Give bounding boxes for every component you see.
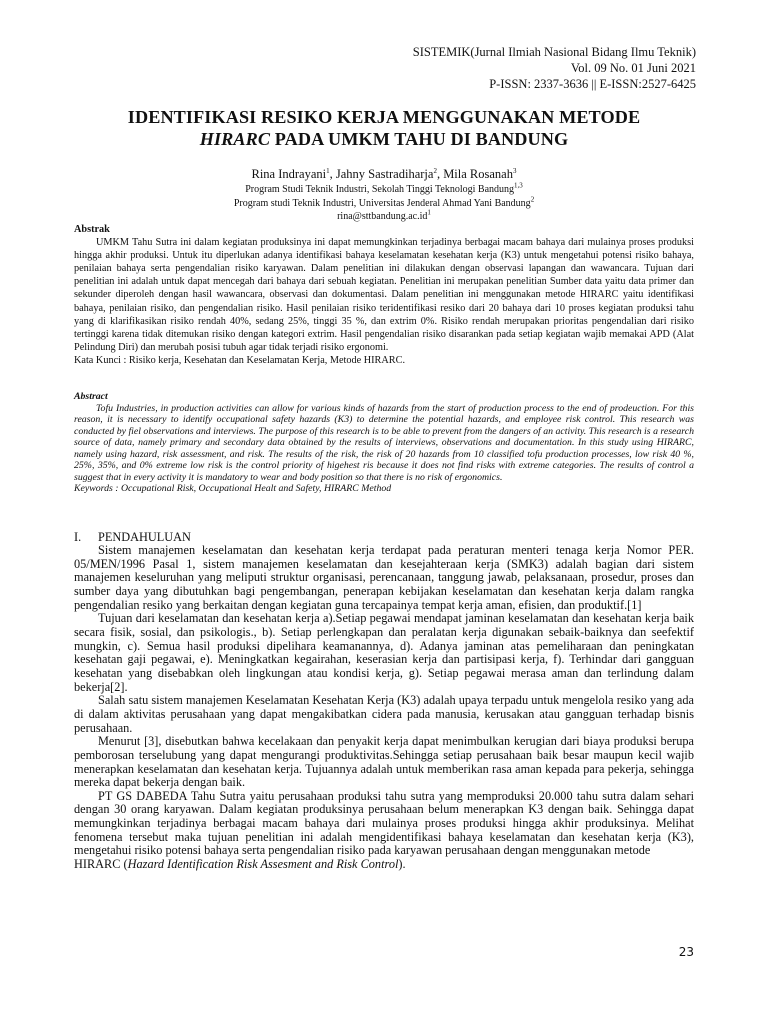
affiliation-text: Program studi Teknik Industri, Universitas Jenderal Ahmad Yani Bandung	[233, 197, 531, 209]
section-title: PENDAHULUAN	[98, 530, 191, 544]
abstrak-section	[74, 223, 694, 367]
method-abbrev: HIRARC (	[74, 857, 128, 872]
affiliation-line	[60, 183, 708, 197]
author-list: Rina Indrayani$^1$, Jahny Sastradiharja$^2$, Mila Rosanah$^3$	[251, 166, 517, 181]
email-mark: 1	[427, 208, 431, 217]
kata-kunci: Kata Kunci : Risiko kerja, Kesehatan dan Keselamatan Kerja, Metode HIRARC.	[74, 354, 406, 366]
abstrak-heading: Abstrak	[74, 224, 110, 235]
abstract-text: Tofu Industries, in production activities can allow for various kinds of hazards from the start of production process to the end of prodeuction. For this reason, it is necessary to identify occupational safety hazards (K3) to determine the potential hazards, and employee risk control. This research was conducted by fiel observations and interviews. The purpose of this research is to be able to prevent from the dangers of an activity. This research is a research source of data, namely primary and secondary data obtained by the results of interviews, observations and documentation. In this study using HIRARC, namely using hazard, risk assessment, and risk. The results of the risk, the risk of 20 hazards from 10 classified tofu production processes, low risk 40 %, 25%, 35%, and 0% extreme low risk is the control priority of higehest ris because it does not find risks with extreme categories. The results of control a suggest that in every activity it is mandatory to wear and body position so that there is no risk of ergonomics.	[74, 402, 694, 483]
abstract-section	[74, 391, 694, 495]
affiliation-text: Program Studi Teknik Industri, Sekolah Tinggi Teknologi Bandung	[245, 184, 515, 195]
paper-title	[60, 106, 708, 150]
author-affil-mark: 1	[326, 166, 330, 175]
abstract-heading: Abstract	[74, 391, 108, 402]
abstrak-text: UMKM Tahu Sutra ini dalam kegiatan produksinya ini dapat memungkinkan terjadinya berbagai macam bahaya dari mulainya proses produksi hingga akhir produksi. Untuk itu diperlukan adanya identifikasi bahaya keselamatan kesehatan kerja (K3) untuk mengetahui potensi risiko bahaya, penilaian bahaya serta pengendalian risiko karyawan. Dalam penelitian ini dilakukan dengan observasi lapangan dan wawancara. Tujuan dari penelitian ini adalah untuk dapat mencegah dari bahaya dari sebuah kegiatan. Penelitian ini merupakan penelitian Sumber data yaitu data primer dan sekunder diperoleh dengan hasil wawancara, observasi dan dokumentasi. Dalam penelitian ini menggunakan metode HIRARC yaitu identifikasi bahaya, penilaian risiko, dan pengendalian risiko. Hasil penilaian risiko teridentifikasi resiko dari 20 bahaya dari 10 proses kegiatan produksi tahu yang di klarifikasikan risiko rendah 40%, sedang 25%, tinggi 35 %, dan extrim 0%. Risiko rendah merupakan prioritas pengendalian dari risiko tertinggi karena tidak ditemukan risiko dengan kategori extrim. Hasil pengendalian risiko disarankan pada setiap kegiatan wajib memakai APD (Alat Pelindung Diri) dan merubah posisi tubuh agar tidak terjadi risiko ergonomi.	[74, 237, 694, 353]
body-paragraph-end	[74, 858, 694, 872]
journal-header	[413, 44, 696, 92]
affiliation-line	[60, 197, 708, 211]
affiliation-mark: 1,3	[514, 181, 523, 190]
paren-close: ).	[398, 857, 406, 872]
title-method: HIRARC	[199, 129, 271, 149]
author-name: Rina Indrayani	[251, 167, 327, 181]
method-fullname: Hazard Identification Risk Assesment and Risk Control	[127, 857, 399, 872]
journal-issn: P-ISSN: 2337-3636 || E-ISSN:2527-6425	[489, 77, 696, 91]
author-name: Jahny Sastradiharja	[335, 167, 434, 181]
body-paragraph: Sistem manajemen keselamatan dan kesehatan kerja terdapat pada peraturan menteri tenaga kerja Nomor PER. 05/MEN/1996 Pasal 1, sistem manajemen keselamatan dan kesejahteraan kerja (SMK3) adalah bagian dari sistem manajemen keseluruhan yang meliputi struktur organisasi, perencanaan, tanggung jawab, pelaksanaan, prosedur, proses dan sumber daya yang dibutuhkan bagi pengembangan, penerapan kebijakan keselamatan dan kesehatan kerja dalam rangka pengendalian resiko yang berkaitan dengan kegiatan guna tercapainya tempat kerja aman, efisien, dan produktif.[1]	[74, 543, 694, 612]
title-line-1: IDENTIFIKASI RESIKO KERJA MENGGUNAKAN METODE	[127, 107, 641, 127]
body-paragraph: PT GS DABEDA Tahu Sutra yaitu perusahaan produksi tahu sutra yang memproduksi 20.000 tahu sutra dalam sehari dengan 30 orang karyawan. Dalam kegiatan produksinya perusahaan belum menerapkan K3 dengan baik. Sehingga dapat memungkinkan terjadinya berbagai macam bahaya dari mulainya proses produksi hingga akhir produksinya. Melihat fenomena tersebut maka tujuan penelitian ini adalah mengidentifikasi bahaya keselamatan dan kesehatan kerja (K3), mengetahui risiko potensi bahaya serta pengendalian risiko pada karyawan perusahaan dengan menggunakan metode	[74, 788, 694, 858]
body-paragraph: Menurut [3], disebutkan bahwa kecelakaan dan penyakit kerja dapat menimbulkan kerugian dari biaya produksi berupa pemborosan terselubung yang dapat mengurangi produktivitas.Sehingga setiap perusahaan baik besar maupun kecil wajib menerapkan keselamatan dan kesehatan kerja. Tujuannya adalah untuk memberikan rasa aman kepada para pekerja, sehingga mereka dapat bekerja dengan baik.	[74, 734, 694, 790]
section-body	[74, 544, 694, 872]
keywords: Keywords : Occupational Risk, Occupational Healt and Safety, HIRARC Method	[74, 483, 392, 494]
affiliation-mark: 2	[530, 195, 535, 204]
email-line	[60, 210, 708, 224]
journal-volume: Vol. 09 No. 01 Juni 2021	[570, 61, 696, 75]
author-affil-mark: 3	[512, 166, 517, 175]
section-number: I.	[74, 530, 82, 544]
author-affil-mark: 2	[433, 166, 437, 175]
title-line-2	[60, 128, 708, 150]
author-name: Mila Rosanah	[443, 167, 513, 181]
journal-name: SISTEMIK(Jurnal Ilmiah Nasional Bidang Ilmu Teknik)	[412, 45, 696, 59]
affiliations	[60, 183, 708, 224]
title-rest: PADA UMKM TAHU DI BANDUNG	[270, 129, 569, 149]
author-email: rina@sttbandung.ac.id	[337, 211, 428, 222]
body-paragraph: Tujuan dari keselamatan dan kesehatan kerja a).Setiap pegawai mendapat jaminan keselamatan dan kesehatan kerja baik secara fisik, sosial, dan psikologis., b). Setiap perlengkapan dan peralatan kerja digunakan sebaik-baiknya dan seefektif mungkin, c). Semua hasil produksi dipelihara keamanannya, d). Adanya jaminan atas pemeliharaan dan peningkatan kesehatan gaji pegawai, e). Meningkatkan kegairahan, keserasian kerja dan partisipasi kerja, f). Terhindar dari gangguan kesehatan yang disebabkan oleh lingkungan atau kondisi kerja, g). Setiap pegawai merasa aman dan terlindung dalam bekerja[2].	[74, 611, 694, 694]
body-paragraph: Salah satu sistem manajemen Keselamatan Kesehatan Kerja (K3) adalah upaya terpadu untuk mengelola resiko yang ada di dalam aktivitas perusahaan yang dapat mengakibatkan cidera pada manusia, kerusakan atau gangguan terhadap bisnis perusahaan.	[74, 693, 694, 735]
page-number: 23	[678, 945, 694, 959]
